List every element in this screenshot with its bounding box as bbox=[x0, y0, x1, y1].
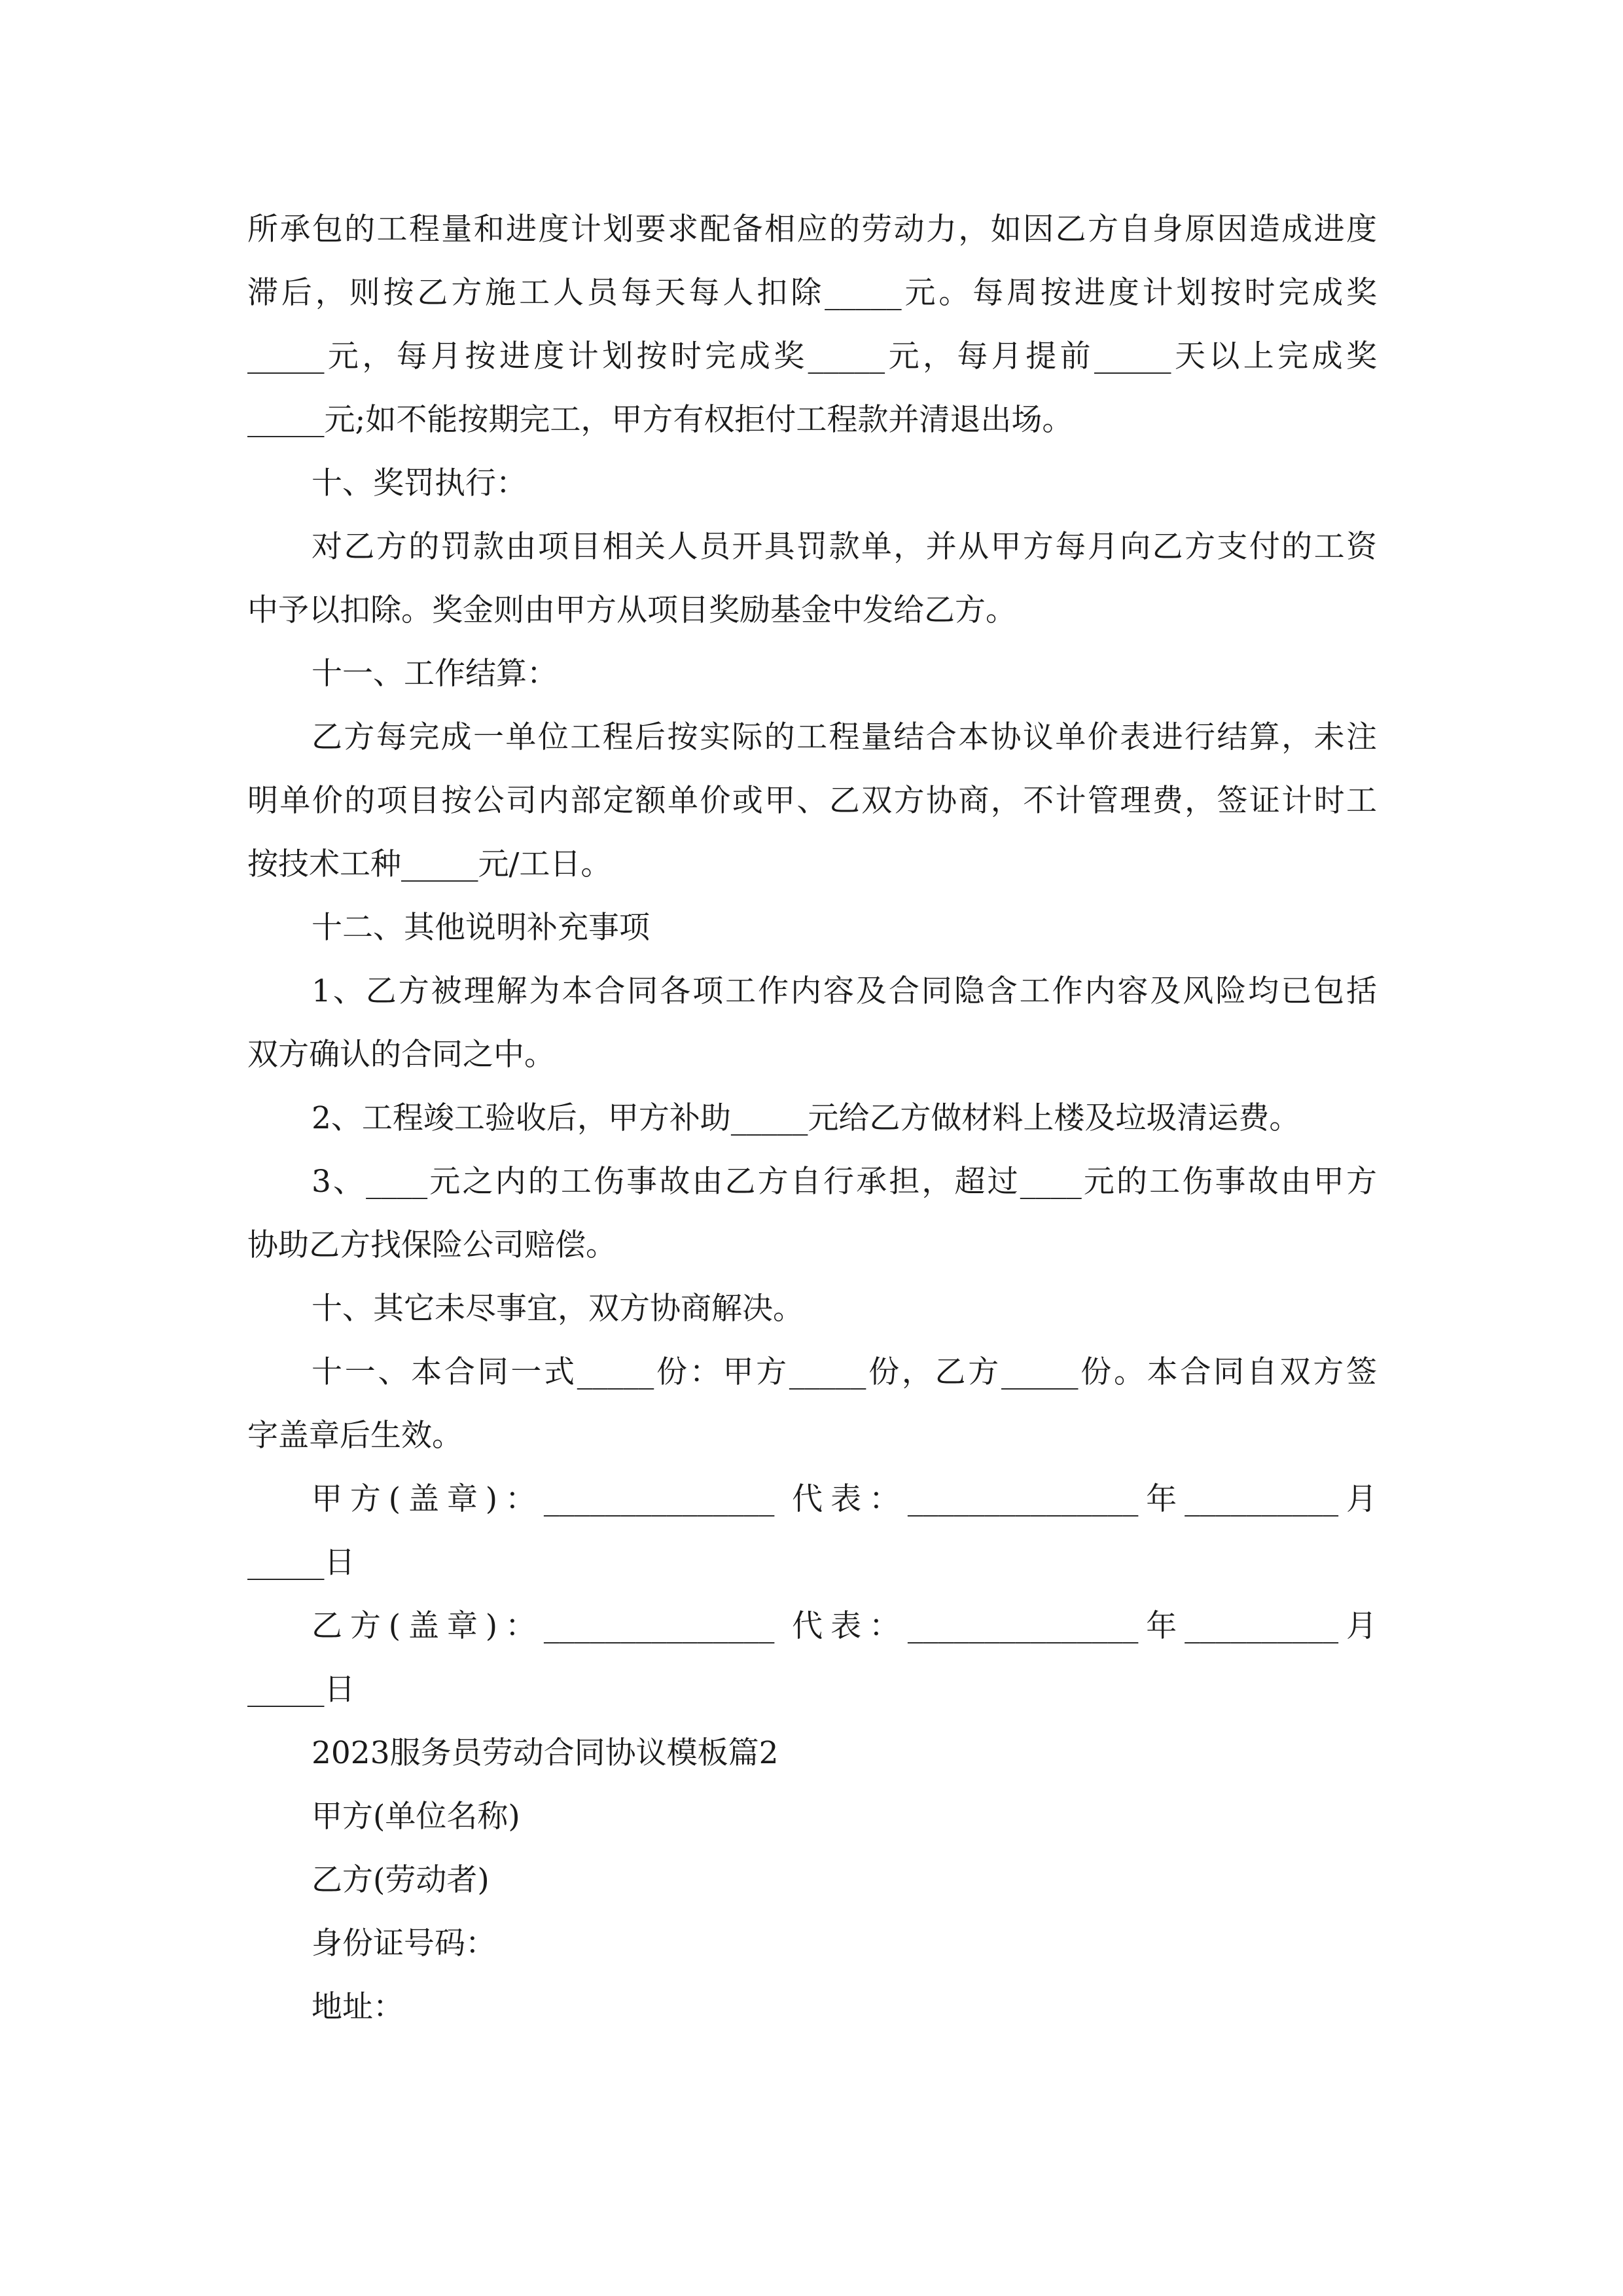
document-subtitle: 2023服务员劳动合同协议模板篇2 bbox=[312, 1735, 779, 1771]
paragraph-line: 1、乙方被理解为本合同各项工作内容及合同隐含工作内容及风险均已包括 bbox=[312, 973, 1377, 1009]
paragraph-line: 中予以扣除。奖金则由甲方从项目奖励基金中发给乙方。 bbox=[247, 592, 1016, 628]
paragraph-line: 字盖章后生效。 bbox=[247, 1418, 463, 1454]
paragraph-line: 滞后，则按乙方施工人员每天每人扣除_____元。每周按进度计划按时完成奖 bbox=[247, 275, 1377, 311]
field-party-b: 乙方(劳动者) bbox=[312, 1862, 490, 1898]
paragraph-line: 按技术工种_____元/工日。 bbox=[247, 846, 612, 882]
paragraph-line: 乙方每完成一单位工程后按实际的工程量结合本协议单价表进行结算，未注 bbox=[312, 719, 1377, 755]
field-id-number: 身份证号码： bbox=[312, 1926, 496, 1962]
paragraph-line: _____元，每月按进度计划按时完成奖_____元，每月提前_____天以上完成奖 bbox=[247, 338, 1377, 374]
section-heading: 十一、工作结算： bbox=[312, 656, 558, 692]
section-heading: 十二、其他说明补充事项 bbox=[312, 910, 650, 946]
paragraph-line: 所承包的工程量和进度计划要求配备相应的劳动力，如因乙方自身原因造成进度 bbox=[247, 211, 1377, 247]
paragraph-line: 对乙方的罚款由项目相关人员开具罚款单，并从甲方每月向乙方支付的工资 bbox=[312, 529, 1377, 565]
paragraph-line: 协助乙方找保险公司赔偿。 bbox=[247, 1227, 616, 1263]
paragraph-line: 2、工程竣工验收后，甲方补助_____元给乙方做材料上楼及垃圾清运费。 bbox=[312, 1100, 1300, 1136]
section-heading: 十、奖罚执行： bbox=[312, 465, 527, 501]
field-address: 地址： bbox=[312, 1989, 404, 2025]
field-party-a: 甲方(单位名称) bbox=[312, 1799, 520, 1835]
paragraph-line: 明单价的项目按公司内部定额单价或甲、乙双方协商，不计管理费，签证计时工 bbox=[247, 783, 1377, 819]
paragraph-line: _____元;如不能按期完工，甲方有权拒付工程款并清退出场。 bbox=[247, 402, 1073, 438]
signature-line-party-b: 乙方(盖章)：_______________ 代表：_______________年__________月 bbox=[312, 1608, 1377, 1644]
signature-line-party-a: 甲方(盖章)：_______________ 代表：_______________年__________月 bbox=[312, 1481, 1377, 1517]
paragraph-line: 双方确认的合同之中。 bbox=[247, 1037, 555, 1073]
paragraph-line: 3、____元之内的工伤事故由乙方自行承担，超过____元的工伤事故由甲方 bbox=[312, 1164, 1377, 1200]
signature-date-day: _____日 bbox=[247, 1545, 355, 1581]
paragraph-line: 十、其它未尽事宜，双方协商解决。 bbox=[312, 1291, 804, 1327]
signature-date-day: _____日 bbox=[247, 1672, 355, 1708]
paragraph-line: 十一、本合同一式_____份：甲方_____份，乙方_____份。本合同自双方签 bbox=[312, 1354, 1377, 1390]
